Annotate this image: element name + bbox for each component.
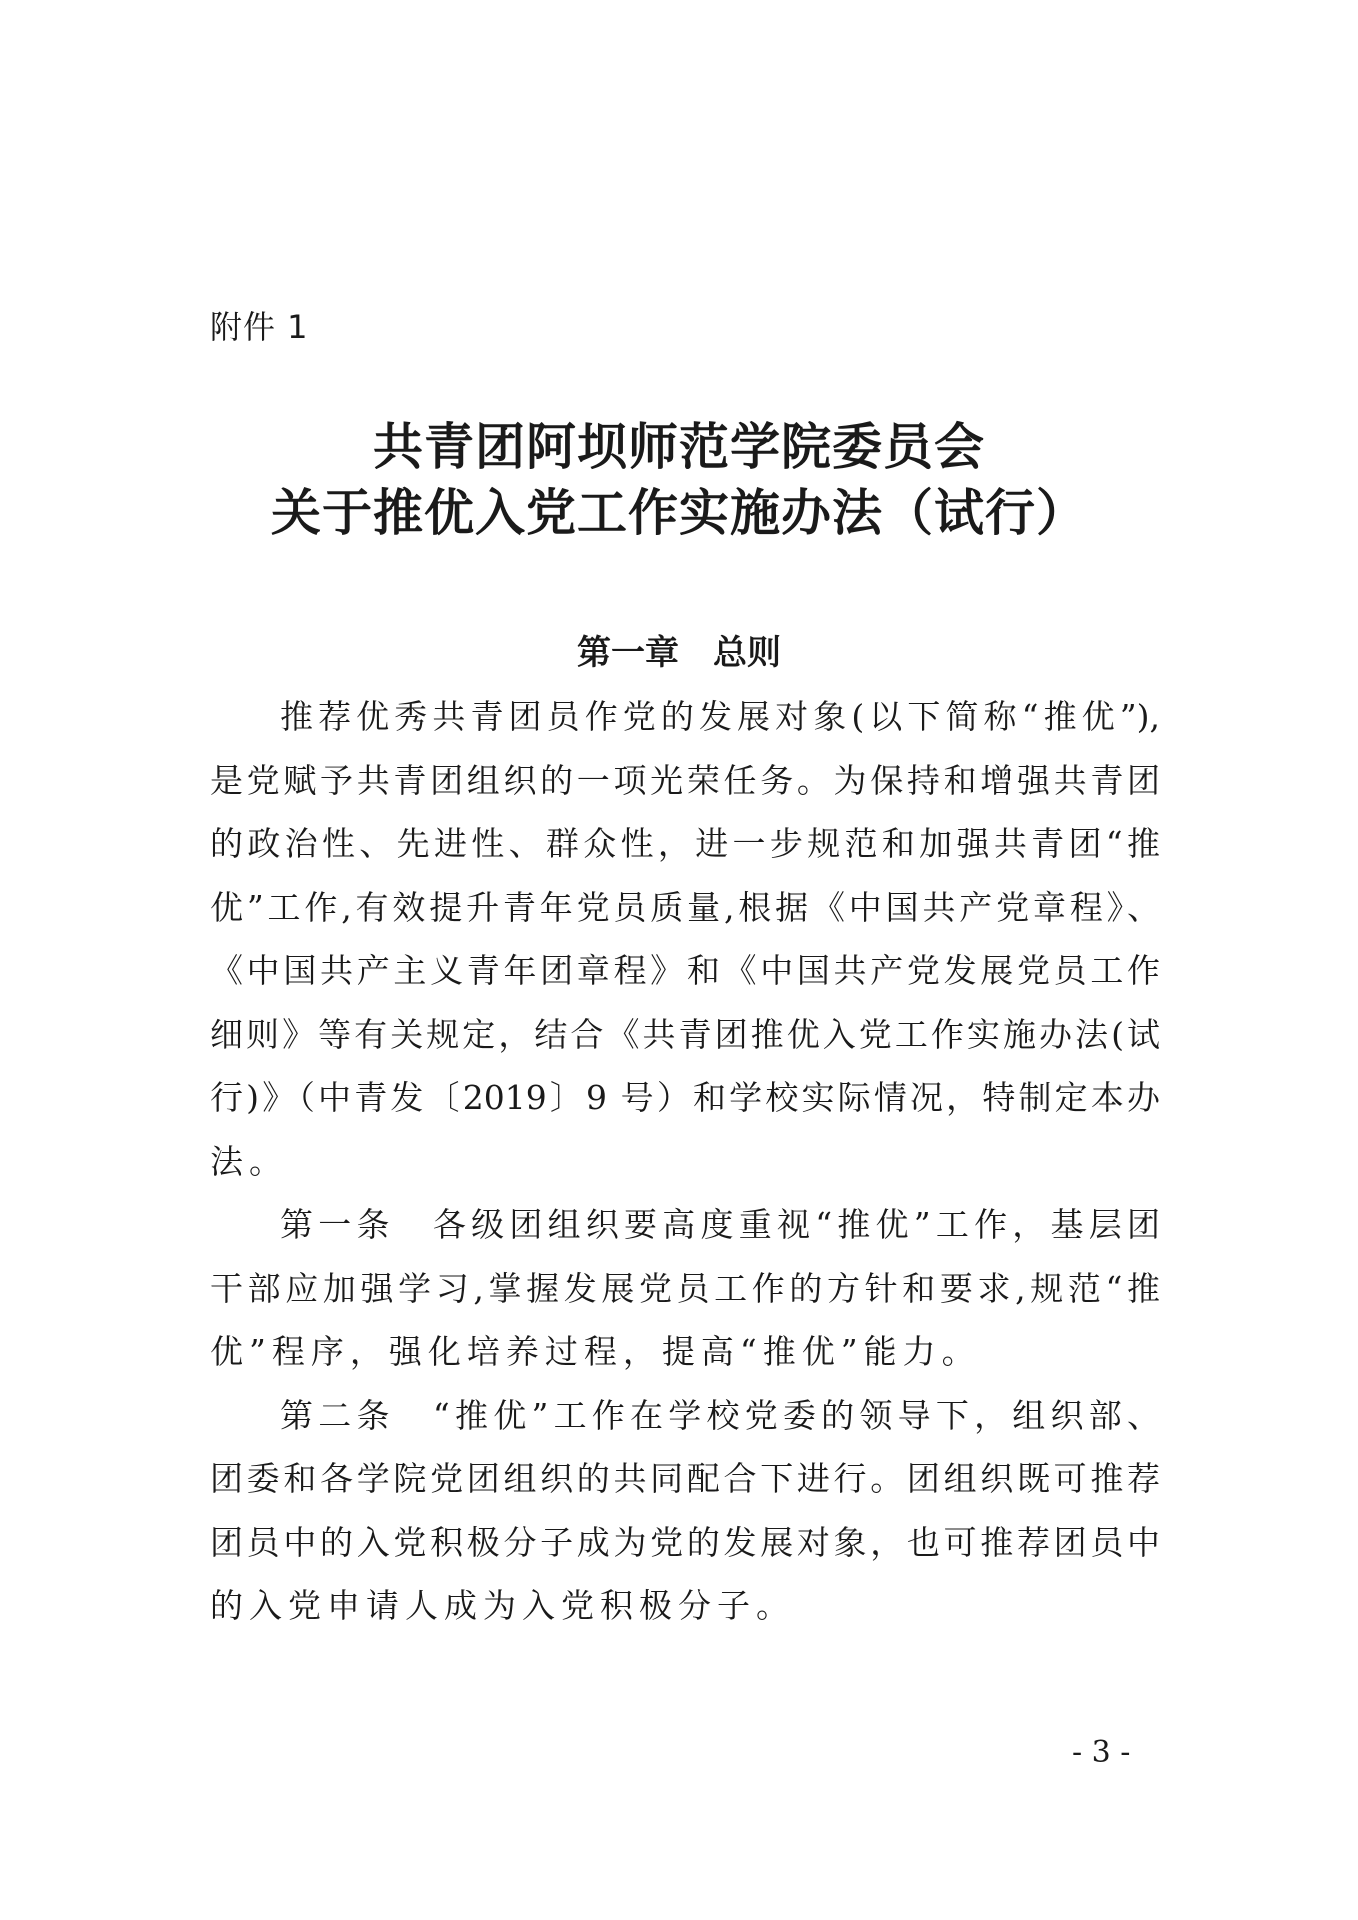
paragraph-line: 推荐优秀共青团员作党的发展对象(以下简称“推优”), <box>280 697 1160 736</box>
paragraph-line: 第二条 “推优”工作在学校党委的领导下，组织部、 <box>280 1395 1160 1435</box>
paragraph-line: 的政治性、先进性、群众性，进一步规范和加强共青团“推 <box>210 824 1160 863</box>
paragraph-line: 团员中的入党积极分子成为党的发展对象，也可推荐团员中 <box>210 1522 1160 1562</box>
paragraph-line: 团委和各学院党团组织的共同配合下进行。团组织既可推荐 <box>210 1459 1160 1498</box>
paragraph-line: 行)》（中青发〔2019〕9 号）和学校实际情况，特制定本办 <box>210 1078 1160 1117</box>
paragraph-line: 干部应加强学习,掌握发展党员工作的方针和要求,规范“推 <box>210 1268 1160 1308</box>
paragraph-line: 的入党申请人成为入党积极分子。 <box>210 1586 795 1625</box>
chapter-heading: 第一章 总则 <box>577 633 781 673</box>
paragraph-line: 细则》等有关规定，结合《共青团推优入党工作实施办法(试 <box>210 1014 1160 1054</box>
paragraph-article-2 <box>210 1384 1160 1638</box>
paragraph-line: 第一条 各级团组织要高度重视“推优”工作，基层团 <box>280 1205 1160 1244</box>
paragraph-line: 是党赋予共青团组织的一项光荣任务。为保持和增强共青团 <box>210 760 1160 800</box>
paragraph-line: 优”程序，强化培养过程，提高“推优”能力。 <box>210 1332 981 1371</box>
document-title-line-2: 关于推优入党工作实施办法（试行） <box>271 484 1087 542</box>
paragraph-line: 优”工作,有效提升青年党员质量,根据《中国共产党章程》、 <box>210 887 1160 927</box>
paragraph-line: 法。 <box>210 1141 288 1181</box>
paragraph-line: 《中国共产主义青年团章程》和《中国共产党发展党员工作 <box>210 951 1160 990</box>
paragraph-article-1 <box>210 1193 1160 1384</box>
document-body <box>210 685 1160 1638</box>
attachment-label: 附件 1 <box>210 308 309 346</box>
paragraph-preamble <box>210 685 1160 1193</box>
document-title-line-1: 共青团阿坝师范学院委员会 <box>373 418 985 476</box>
page-number: - 3 - <box>1072 1735 1131 1770</box>
